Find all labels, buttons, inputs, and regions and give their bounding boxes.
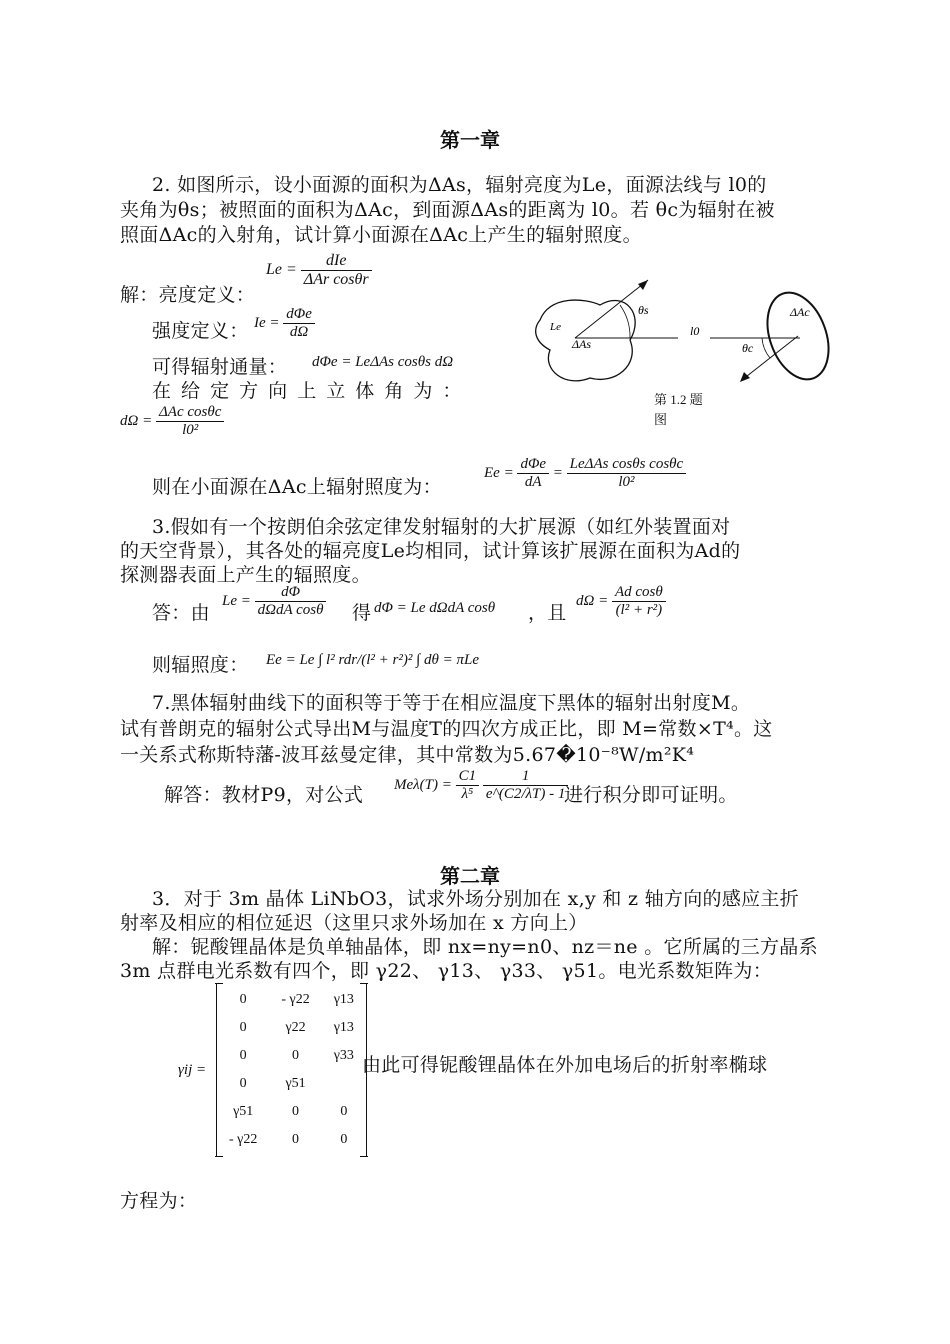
irr-fraction-1 — [517, 456, 549, 491]
sol-irr-label: 则在小面源在ΔAc上辐射照度为： — [152, 476, 442, 498]
solid-lhs: dΩ = — [120, 412, 153, 429]
q3-formula-2: dΦ = Le dΩdA cosθ — [374, 600, 496, 616]
theta-s-arc — [620, 305, 630, 338]
q7-den-1: λ⁵ — [461, 786, 474, 802]
matrix-cell — [322, 1070, 366, 1098]
chapter2-title: 第二章 — [440, 864, 500, 888]
q7-fraction-1 — [456, 768, 480, 803]
matrix-cell: 0 — [292, 1132, 300, 1147]
chapter1-title: 第一章 — [440, 128, 500, 152]
matrix-cell: γ33 — [333, 1048, 354, 1063]
q3-formula-1 — [222, 584, 326, 619]
q3-f3-den: (l² + r²) — [615, 602, 663, 618]
q3-irr-label: 则辐照度： — [152, 654, 249, 676]
normal-arrow-icon — [740, 372, 750, 382]
luminance-fraction — [301, 252, 372, 289]
q3-irr-formula: Ee = Le ∫ l² rdr/(l² + r²)² ∫ dθ = πLe — [266, 652, 479, 668]
sol-flux-formula: dΦe = LeΔAs cosθs dΩ — [312, 354, 454, 370]
irr-den-2: l0² — [618, 474, 635, 490]
figure-label-l0: l0 — [690, 324, 700, 338]
matrix-cell: 0 — [239, 1048, 247, 1063]
figure-label-le: Le — [550, 321, 561, 333]
q3-f3-lhs: dΩ = — [576, 592, 609, 609]
solid-fraction — [156, 404, 224, 439]
matrix-cell: - γ22 — [281, 992, 310, 1007]
irr-equals: = — [552, 464, 563, 481]
sol-irr-formula — [484, 456, 686, 491]
q2-line-3: 照面ΔAc的入射角，试计算小面源在ΔAc上产生的辐射照度。 — [120, 224, 642, 246]
matrix-bracket-br — [360, 1156, 368, 1157]
matrix-cell: γ51 — [233, 1104, 254, 1119]
matrix-cell: γ13 — [333, 1020, 354, 1035]
figure-label-ac: ΔAc — [790, 305, 810, 319]
theta-c-arc — [762, 338, 770, 358]
matrix-bracket-tr — [360, 983, 368, 984]
q2-line-2: 夹角为θs；被照面的面积为ΔAc，到面源ΔAs的距离为 l0。若 θc为辐射在被 — [120, 199, 775, 221]
sol-flux-label: 可得辐射通量： — [152, 356, 288, 378]
last-line: 方程为： — [120, 1190, 198, 1212]
figure-caption: 第 1.2 题图 — [654, 392, 703, 427]
sol-luminance-label: 解：亮度定义： — [120, 284, 256, 306]
ch2-q3-line-2: 射率及相应的相位延迟（这里只求外场加在 x 方向上） — [120, 912, 588, 934]
matrix-row — [217, 986, 366, 1014]
q3-f1-den: dΩdA cosθ — [257, 602, 324, 618]
ch2-q3-line-1: 3．对于 3m 晶体 LiNbO3，试求外场分别加在 x,y 和 z 轴方向的感应主折 — [152, 888, 800, 910]
matrix-cell: 0 — [340, 1104, 348, 1119]
q7-num-1: C1 — [456, 768, 480, 786]
q7-formula — [394, 768, 568, 803]
irr-den-1: dA — [524, 474, 542, 490]
solid-den: l0² — [182, 422, 199, 438]
q3-f1-lhs: Le = — [222, 592, 251, 609]
q7-line-3: 一关系式称斯特藩-波耳兹曼定律，其中常数为5.67�10⁻⁸W/m²K⁴ — [120, 744, 695, 766]
q3-formula-3 — [576, 584, 666, 619]
q7-fraction-2 — [483, 768, 568, 803]
matrix-cell: - γ22 — [229, 1132, 258, 1147]
solid-num: ΔAc cosθc — [156, 404, 224, 422]
q3-f1-num: dΦ — [255, 584, 327, 602]
figure-label-thetac: θc — [742, 341, 754, 355]
sol-intensity-label: 强度定义： — [152, 320, 249, 342]
luminance-num: dIe — [301, 252, 372, 271]
sol-luminance-formula — [266, 252, 372, 289]
matrix-lhs: γij = — [178, 1062, 207, 1078]
intensity-num: dΦe — [283, 306, 315, 324]
matrix-bracket-bl — [215, 1156, 223, 1157]
matrix-row — [217, 1098, 366, 1126]
q7-ans-tail: 进行积分即可证明。 — [564, 784, 738, 806]
q7-ans-label: 解答：教材P9，对公式 — [164, 784, 364, 806]
ch2-q3-line-4: 3m 点群电光系数有四个，即 γ22、 γ13、 γ33、 γ51。电光系数矩阵为： — [120, 960, 773, 982]
q3-ans-mid: 得 — [352, 602, 372, 624]
figure-label-thetas: θs — [638, 303, 649, 317]
luminance-den: ΔAr cosθr — [303, 271, 369, 288]
q3-ans-label: 答：由 — [152, 602, 210, 624]
matrix-cell: γ22 — [285, 1020, 306, 1035]
matrix-row — [217, 1042, 366, 1070]
irr-lhs: Ee = — [484, 464, 514, 481]
q3-ans-and: ，且 — [528, 602, 567, 624]
irr-num-2: LeΔAs cosθs cosθc — [567, 456, 687, 474]
after-matrix-text: 由此可得铌酸锂晶体在外加电场后的折射率椭球 — [362, 1054, 768, 1076]
matrix-table — [217, 986, 366, 1154]
q2-line-1: 2. 如图所示，设小面源的面积为ΔAs，辐射亮度为Le，面源法线与 l0的 — [152, 174, 767, 196]
matrix-row — [217, 1070, 366, 1098]
irr-fraction-2 — [567, 456, 687, 491]
q3-line-3: 探测器表面上产生的辐照度。 — [120, 564, 371, 586]
matrix-cell: γ13 — [333, 992, 354, 1007]
ray-arrow-icon — [638, 280, 648, 290]
matrix-bracket-tl — [215, 983, 223, 984]
q7-line-2: 试有普朗克的辐射公式导出M与温度T的四次方成正比，即 M=常数×T⁴。这 — [120, 718, 773, 740]
sol-solid-label: 在 给 定 方 向 上 立 体 角 为 ： — [152, 380, 464, 402]
sol-intensity-formula — [254, 306, 315, 341]
matrix-row — [217, 1126, 366, 1154]
matrix-cell: 0 — [239, 992, 247, 1007]
q3-f3-fraction — [612, 584, 666, 619]
matrix-cell: 0 — [340, 1132, 348, 1147]
q7-line-1: 7.黑体辐射曲线下的面积等于等于在相应温度下黑体的辐射出射度M。 — [152, 692, 751, 714]
q7-num-2: 1 — [483, 768, 568, 786]
sol-solid-formula — [120, 404, 224, 439]
q3-line-2: 的天空背景），其各处的辐亮度Le均相同，试计算该扩展源在面积为Ad的 — [120, 540, 741, 562]
q7-lhs: Meλ(T) = — [394, 776, 452, 793]
intensity-lhs: Ie = — [254, 314, 280, 331]
q3-f3-num: Ad cosθ — [612, 584, 666, 602]
matrix-cell: 0 — [239, 1076, 247, 1091]
q3-f1-fraction — [255, 584, 327, 619]
irr-num-1: dΦe — [517, 456, 549, 474]
matrix-cell: 0 — [292, 1048, 300, 1063]
matrix-cell: γ51 — [285, 1076, 306, 1091]
q7-den-2: e^(C2/λT) - 1 — [485, 786, 566, 802]
intensity-den: dΩ — [289, 324, 309, 340]
intensity-fraction — [283, 306, 315, 341]
matrix-row — [217, 1014, 366, 1042]
figure-label-as: ΔAs — [572, 337, 592, 351]
electro-optic-matrix — [216, 984, 367, 1156]
matrix-cell: 0 — [239, 1020, 247, 1035]
matrix-cell: 0 — [292, 1104, 300, 1119]
ch2-q3-line-3: 解：铌酸锂晶体是负单轴晶体，即 nx=ny=n0、nz＝ne 。它所属的三方晶系 — [152, 936, 818, 958]
luminance-lhs: Le = — [266, 261, 297, 279]
q3-line-1: 3.假如有一个按朗伯余弦定律发射辐射的大扩展源（如红外装置面对 — [152, 516, 731, 538]
